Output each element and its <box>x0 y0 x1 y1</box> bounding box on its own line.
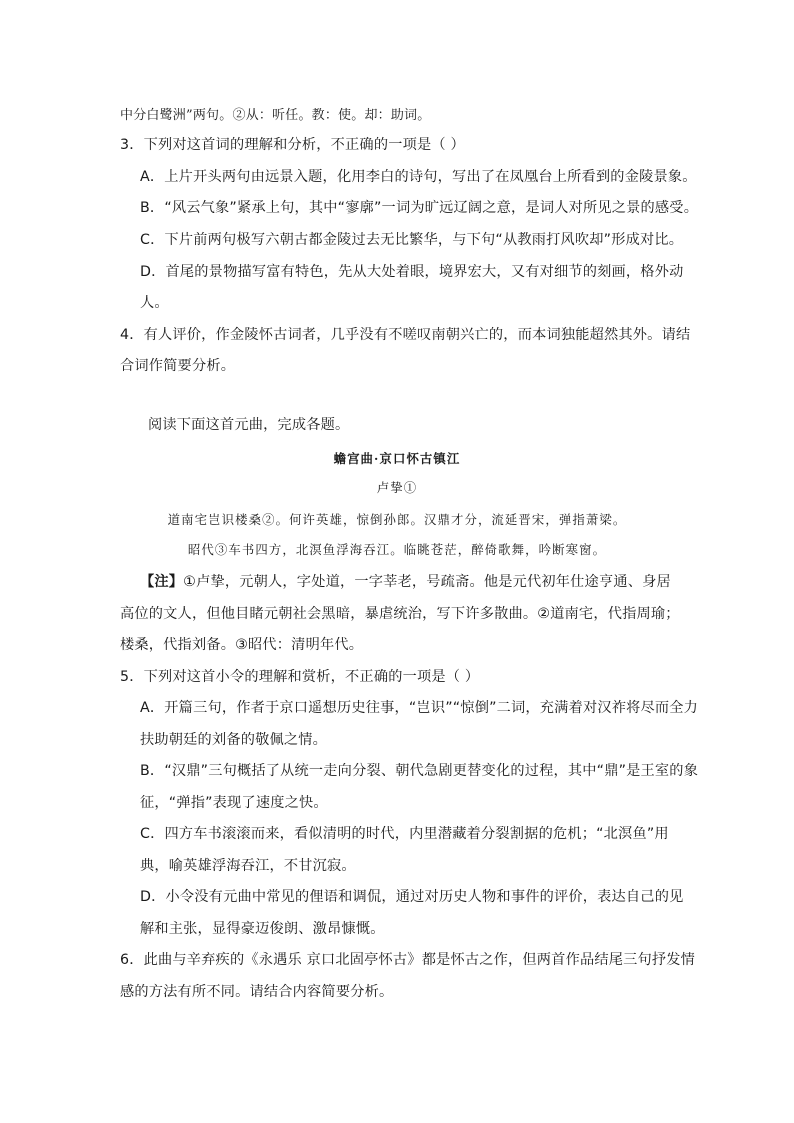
question-3-option-c: C．下片前两句极写六朝古都金陵过去无比繁华，与下句“从教雨打风吹却”形成对比。 <box>140 232 684 248</box>
annotation-text: ①卢挚，元朝人，字处道，一字莘老，号疏斋。他是元代初年仕途亨通、身居 <box>183 574 671 590</box>
poem-author: 卢挚① <box>376 480 418 495</box>
question-5-option-d: D．小令没有元曲中常见的俚语和调侃，通过对历史人物和事件的评价，表达自己的见 <box>140 889 684 905</box>
note-continuation: 中分白鹭洲”两句。②从：听任。教：使。却：助词。 <box>120 108 431 123</box>
question-5-option-d-cont: 解和主张，显得豪迈俊朗、激昂慷慨。 <box>140 921 385 937</box>
question-3-option-b: B．“风云气象”紧承上句，其中“寥廓”一词为旷远辽阔之意，是词人对所见之景的感受。 <box>140 200 699 216</box>
poem-line-2: 昭代③车书四方，北溟鱼浮海吞江。临眺苍茫，醉倚歌舞，吟断寒窗。 <box>187 542 607 557</box>
question-6-stem: 6．此曲与辛弃疾的《永遇乐 京口北固亭怀古》都是怀古之作，但两首作品结尾三句抒发情 <box>120 952 696 968</box>
question-3-stem: 3．下列对这首词的理解和分析，不正确的一项是（ ） <box>120 137 465 153</box>
annotation-first-line <box>140 571 671 591</box>
question-5-option-c: C．四方车书滚滚而来，看似清明的时代，内里潜藏着分裂割据的危机；“北溟鱼”用 <box>140 826 669 842</box>
question-4-stem-cont: 合词作简要分析。 <box>120 358 236 374</box>
question-4-stem: 4．有人评价，作金陵怀古词者，几乎没有不嗟叹南朝兴亡的，而本词独能超然其外。请结 <box>120 327 691 343</box>
question-3-option-d-cont: 人。 <box>140 295 169 311</box>
question-5-option-a: A．开篇三句，作者于京口遥想历史往事，“岂识”“惊倒”二词，充满着对汉祚将尽而全力 <box>140 700 699 716</box>
question-3-option-d: D．首尾的景物描写富有特色，先从大处着眼，境界宏大，又有对细节的刻画，格外动 <box>140 264 684 280</box>
question-5-option-b: B．“汉鼎”三句概括了从统一走向分裂、朝代急剧更替变化的过程，其中“鼎”是王室的象 <box>140 763 699 779</box>
annotation-label: 【注】 <box>140 574 184 590</box>
question-5-option-b-cont: 征，“弹指”表现了速度之快。 <box>140 795 328 811</box>
poem-title: 蟾宫曲·京口怀古镇江 <box>333 451 461 466</box>
question-3-option-a: A．上片开头两句由远景入题，化用李白的诗句，写出了在凤凰台上所看到的金陵景象。 <box>140 169 697 185</box>
question-5-option-a-cont: 扶助朝廷的刘备的敬佩之情。 <box>140 732 328 748</box>
question-5-option-c-cont: 典，喻英雄浮海吞江，不甘沉寂。 <box>140 858 356 874</box>
poem-line-1: 道南宅岂识楼桑②。何许英雄，惊倒孙郎。汉鼎才分，流延晋宋，弹指萧梁。 <box>167 512 627 527</box>
question-5-stem: 5．下列对这首小令的理解和赏析，不正确的一项是（ ） <box>120 669 480 685</box>
question-6-stem-cont: 感的方法有所不同。请结合内容简要分析。 <box>120 984 394 1000</box>
annotation-line-2: 高位的文人，但他目睹元朝社会黑暗，暴虐统治，写下许多散曲。②道南宅，代指周瑜； <box>120 606 680 622</box>
reading-instruction: 阅读下面这首元曲，完成各题。 <box>148 417 350 433</box>
annotation-line-3: 楼桑，代指刘备。③昭代：清明年代。 <box>120 637 364 653</box>
